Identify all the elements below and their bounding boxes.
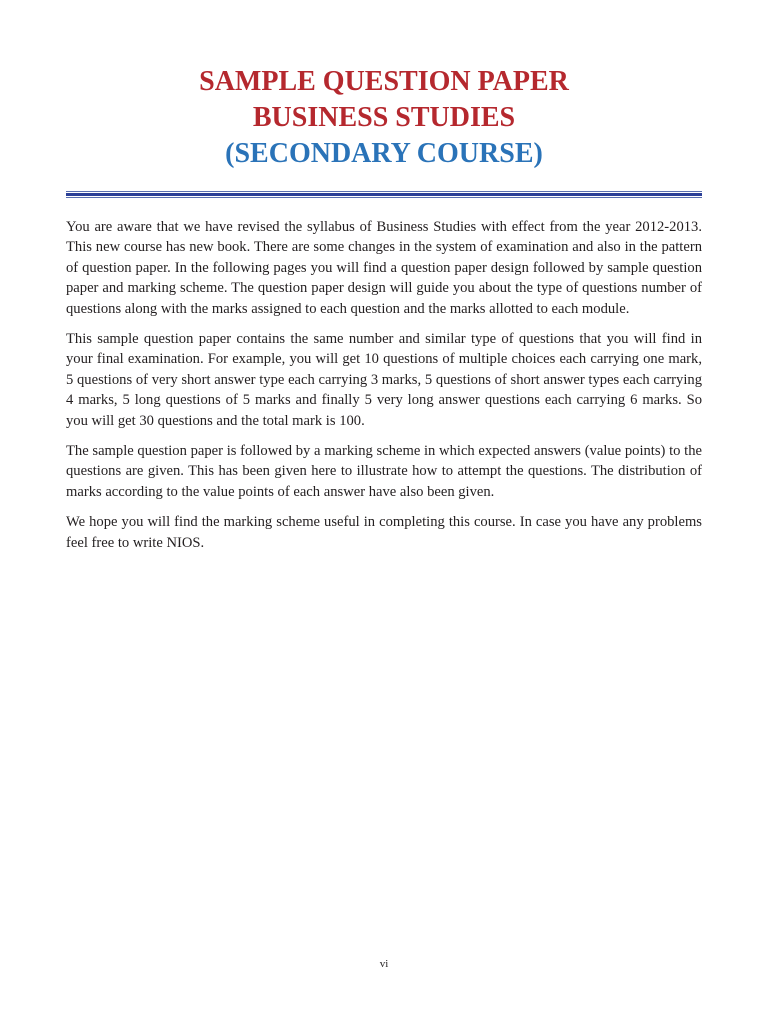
paragraph-2: This sample question paper contains the same number and similar type of questions that you will find in your final examination. For example, you will get 10 questions of multiple choices each carrying one mark, 5 questions of very short answer type each carrying 3 marks, 5 questions of short answer types each carrying 4 marks, 5 long questions of 5 marks and finally 5 very long answer questions each carrying 6 marks. So you will get 30 questions and the total mark is 100.	[66, 331, 702, 429]
page-header	[66, 0, 702, 172]
header-divider	[66, 191, 702, 197]
divider-thick	[66, 193, 702, 196]
divider-thin-bottom	[66, 197, 702, 198]
title-line-1: SAMPLE QUESTION PAPER	[199, 66, 569, 97]
title-line-3: (SECONDARY COURSE)	[225, 138, 543, 169]
paragraph-4: We hope you will find the marking scheme useful in completing this course. In case you have any problems feel free to write NIOS.	[66, 514, 702, 551]
body-text	[66, 217, 702, 553]
title-line-2: BUSINESS STUDIES	[252, 102, 516, 133]
paragraph-3: The sample question paper is followed by a marking scheme in which expected answers (value points) to the questions are given. This has been given here to illustrate how to attempt the questions. The distribution of marks according to the value points of each answer have also been given.	[66, 443, 702, 500]
page-number: vi	[379, 958, 389, 970]
paragraph-1: You are aware that we have revised the syllabus of Business Studies with effect from the year 2012-2013. This new course has new book. There are some changes in the system of examination and also in the pattern of question paper. In the following pages you will find a question paper design followed by sample question paper and marking scheme. The question paper design will guide you about the type of questions number of questions along with the marks assigned to each question and the marks allotted to each module.	[66, 219, 702, 317]
divider-thin-top	[66, 191, 702, 192]
